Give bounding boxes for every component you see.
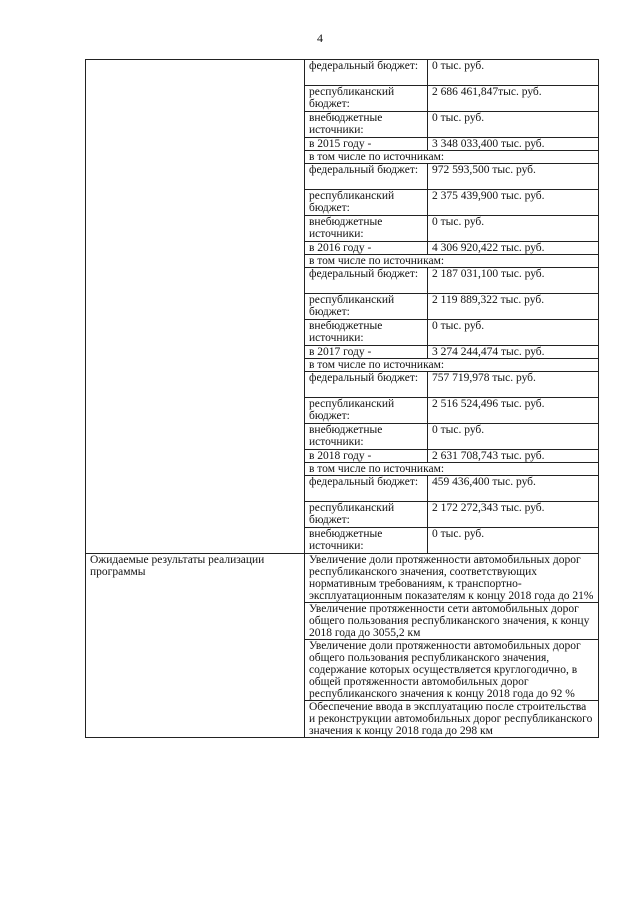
funding-year-total: 3 348 033,400 тыс. руб. xyxy=(428,138,599,151)
expected-result-item: Увеличение доли протяженности автомобильных дорог общего пользования республиканского значения, содержание которых осуществляется круглогодично, в общей протяженности автомобильных дорог республиканского значения к концу 2018 года до 92 % xyxy=(305,640,599,701)
funding-source-label: внебюджетные источники: xyxy=(305,424,428,450)
funding-section xyxy=(86,60,599,554)
funding-source-amount: 2 187 031,100 тыс. руб. xyxy=(428,268,599,294)
funding-year-total: 4 306 920,422 тыс. руб. xyxy=(428,242,599,255)
funding-source-amount: 2 119 889,322 тыс. руб. xyxy=(428,294,599,320)
funding-source-label: внебюджетные источники: xyxy=(305,216,428,242)
funding-source-label: федеральный бюджет: xyxy=(305,476,428,502)
funding-subheader: в том числе по источникам: xyxy=(305,359,599,372)
funding-source-label: республиканский бюджет: xyxy=(305,190,428,216)
funding-subheader: в том числе по источникам: xyxy=(305,151,599,164)
funding-year-label: в 2018 году - xyxy=(305,450,428,463)
funding-source-amount: 2 375 439,900 тыс. руб. xyxy=(428,190,599,216)
funding-source-label: внебюджетные источники: xyxy=(305,112,428,138)
funding-subheader: в том числе по источникам: xyxy=(305,463,599,476)
funding-source-amount: 972 593,500 тыс. руб. xyxy=(428,164,599,190)
expected-result-item: Увеличение протяженности сети автомобильных дорог общего пользования республиканского значения, к концу 2018 года до 3055,2 км xyxy=(305,603,599,640)
funding-source-label: республиканский бюджет: xyxy=(305,398,428,424)
funding-source-label: республиканский бюджет: xyxy=(305,502,428,528)
expected-results-label: Ожидаемые результаты реализации программы xyxy=(86,554,305,738)
funding-source-amount: 0 тыс. руб. xyxy=(428,216,599,242)
funding-year-label: в 2015 году - xyxy=(305,138,428,151)
funding-year-label: в 2016 году - xyxy=(305,242,428,255)
funding-source-amount: 459 436,400 тыс. руб. xyxy=(428,476,599,502)
funding-source-label: федеральный бюджет: xyxy=(305,164,428,190)
expected-result-item: Увеличение доли протяженности автомобильных дорог республиканского значения, соответствующих нормативным требованиям, к транспортно-эксплуатационным показателям к концу 2018 года до 21% xyxy=(305,554,599,603)
funding-year-total: 2 631 708,743 тыс. руб. xyxy=(428,450,599,463)
funding-source-amount: 0 тыс. руб. xyxy=(428,112,599,138)
page-number: 4 xyxy=(317,31,323,45)
funding-label-cell xyxy=(86,60,305,554)
funding-source-label: республиканский бюджет: xyxy=(305,294,428,320)
funding-source-amount: 2 516 524,496 тыс. руб. xyxy=(428,398,599,424)
funding-subheader: в том числе по источникам: xyxy=(305,255,599,268)
funding-source-label: федеральный бюджет: xyxy=(305,372,428,398)
funding-source-amount: 0 тыс. руб. xyxy=(428,320,599,346)
funding-source-label: внебюджетные источники: xyxy=(305,320,428,346)
funding-source-amount: 0 тыс. руб. xyxy=(428,424,599,450)
funding-source-label: республиканский бюджет: xyxy=(305,86,428,112)
funding-source-label: внебюджетные источники: xyxy=(305,528,428,554)
funding-source-label: федеральный бюджет: xyxy=(305,268,428,294)
program-passport-table xyxy=(85,59,599,738)
funding-year-label: в 2017 году - xyxy=(305,346,428,359)
results-section xyxy=(86,554,599,738)
funding-source-amount: 757 719,978 тыс. руб. xyxy=(428,372,599,398)
funding-source-label: федеральный бюджет: xyxy=(305,60,428,86)
funding-source-amount: 2 686 461,847тыс. руб. xyxy=(428,86,599,112)
expected-result-item: Обеспечение ввода в эксплуатацию после строительства и реконструкции автомобильных дорог республиканского значения к концу 2018 года до 298 км xyxy=(305,701,599,738)
funding-source-amount: 0 тыс. руб. xyxy=(428,528,599,554)
funding-source-amount: 2 172 272,343 тыс. руб. xyxy=(428,502,599,528)
funding-year-total: 3 274 244,474 тыс. руб. xyxy=(428,346,599,359)
funding-source-amount: 0 тыс. руб. xyxy=(428,60,599,86)
